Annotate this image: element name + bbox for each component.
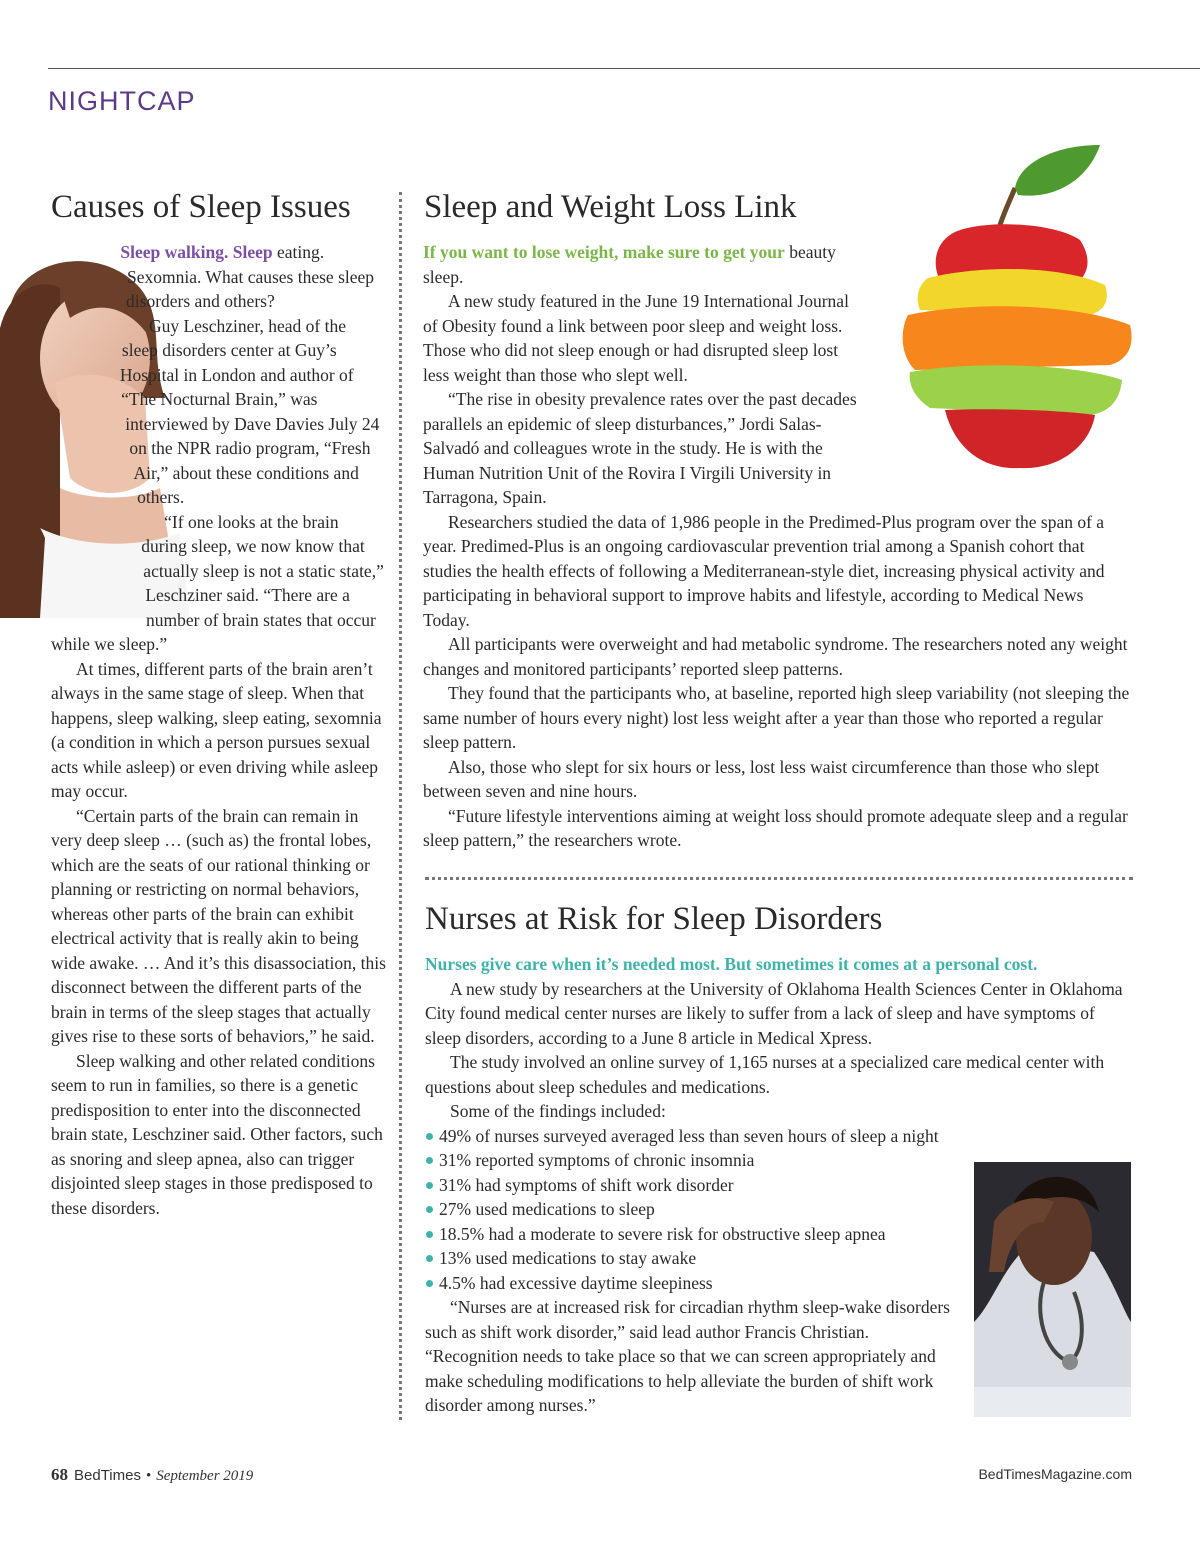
bullet-icon bbox=[426, 1280, 433, 1287]
finding-text: 18.5% had a moderate to severe risk for obstructive sleep apnea bbox=[439, 1223, 886, 1244]
bullet-icon bbox=[426, 1182, 433, 1189]
bullet-icon bbox=[426, 1157, 433, 1164]
bullet-icon bbox=[426, 1231, 433, 1238]
footer-separator: • bbox=[145, 1468, 152, 1484]
nurse-article-body bbox=[425, 952, 1133, 1418]
finding-text: 27% used medications to sleep bbox=[439, 1199, 655, 1219]
right-article-body bbox=[423, 240, 1133, 853]
findings-list bbox=[425, 1124, 1133, 1296]
left-article-deck: Sleep walking. Sleep bbox=[120, 242, 273, 262]
bullet-icon bbox=[426, 1206, 433, 1213]
right-paragraph: “The rise in obesity prevalence rates over the past decades parallels an epidemic of sleep disturbances,” Jordi Salas-Salvadó and colleagues wrote in the study. He is with the Human Nutrition Unit of the Rovira I Virgili University in Tarragona, Spain. bbox=[423, 389, 857, 507]
left-paragraph: “If one looks at the brain during sleep, we now know that actually sleep is not a static state,” Leschziner said. “There are a number of brain states that occur while we sleep.” bbox=[51, 511, 384, 654]
nurse-paragraph: A new study by researchers at the University of Oklahoma Health Sciences Center in Oklahoma City found medical center nurses are likely to suffer from a lack of sleep and have symptoms of sleep disorders, according to a June 8 article in Medical Xpress. bbox=[425, 978, 1123, 1048]
list-item bbox=[425, 1124, 1133, 1149]
finding-text: 31% had symptoms of shift work disorder bbox=[439, 1174, 734, 1195]
left-paragraph: “Certain parts of the brain can remain in very deep sleep … (such as) the frontal lobes, which are the seats of our rational thinking or planning or restricting on normal behaviors, whereas other parts of the brain can exhibit electrical activity that is really akin to being wide awake. … And it’s this disassociation, this disconnect between the different parts of the brain in terms of the sleep stages that actually gives rise to these sorts of behaviors,” he said. bbox=[51, 805, 386, 1046]
list-item bbox=[425, 1246, 1133, 1271]
list-item bbox=[425, 1148, 1133, 1173]
website-link[interactable]: BedTimesMagazine.com bbox=[978, 1466, 1132, 1482]
right-paragraph: Also, those who slept for six hours or less, lost less waist circumference than those who slept between seven and nine hours. bbox=[423, 756, 1100, 801]
left-paragraph: Sleep walking and other related conditions seem to run in families, so there is a genetic predisposition to enter into the disconnected brain state, Leschziner said. Other factors, such as snoring and sleep apnea, also can trigger disjointed sleep stages in those predisposed to these disorders. bbox=[51, 1050, 383, 1218]
right-article-deck: If you want to lose weight, make sure to get your bbox=[423, 242, 785, 262]
left-paragraph: At times, different parts of the brain aren’t always in the same stage of sleep. When that happens, sleep walking, sleep eating, sexomnia (a condition in which a person pursues sexual acts while asleep) or even driving while asleep may occur. bbox=[51, 658, 382, 801]
bullet-icon bbox=[426, 1255, 433, 1262]
left-article-body bbox=[51, 240, 386, 1220]
left-article-lead: eating. Sexomnia. What causes these sleep disorders and others? bbox=[126, 242, 375, 311]
right-paragraph: A new study featured in the June 19 International Journal of Obesity found a link between poor sleep and weight loss. Those who did not sleep enough or had disrupted sleep lost less weight than those who slept well. bbox=[423, 291, 849, 385]
left-article-title: Causes of Sleep Issues bbox=[51, 189, 351, 225]
list-item bbox=[425, 1197, 1133, 1222]
nurse-paragraph: Some of the findings included: bbox=[450, 1101, 666, 1121]
right-paragraph: Researchers studied the data of 1,986 people in the Predimed-Plus program over the span of a year. Predimed-Plus is an ongoing cardiovascular prevention trial among a Spanish cohort that studies the health effects of following a Mediterranean-style diet, increasing physical activity and participating in behavioral support to improve habits and lifestyle, according to Medical News Today. bbox=[423, 511, 1105, 630]
bullet-icon bbox=[426, 1133, 433, 1140]
section-label: NIGHTCAP bbox=[48, 86, 196, 116]
right-article-lead: beauty sleep. bbox=[423, 242, 836, 287]
right-paragraph: They found that the participants who, at baseline, reported high sleep variability (not sleeping the same number of hours every night) lost less weight after a year than those who reported a regular sleep pattern. bbox=[423, 683, 1130, 752]
nurse-paragraph: The study involved an online survey of 1,165 nurses at a specialized care medical center with questions about sleep schedules and medications. bbox=[425, 1052, 1105, 1097]
top-rule bbox=[48, 68, 1200, 69]
finding-text: 31% reported symptoms of chronic insomnia bbox=[439, 1150, 755, 1170]
column-divider bbox=[399, 192, 402, 1420]
issue-date: September 2019 bbox=[156, 1468, 254, 1484]
list-item bbox=[425, 1173, 1133, 1198]
right-paragraph: All participants were overweight and had metabolic syndrome. The researchers noted any weight changes and monitored participants’ reported sleep patterns. bbox=[423, 634, 1128, 679]
nurse-article-deck: Nurses give care when it’s needed most. But sometimes it comes at a personal cost. bbox=[425, 954, 1038, 974]
nurse-article-title: Nurses at Risk for Sleep Disorders bbox=[425, 901, 883, 937]
finding-text: 49% of nurses surveyed averaged less than seven hours of sleep a night bbox=[439, 1125, 939, 1146]
right-article-title: Sleep and Weight Loss Link bbox=[424, 189, 797, 225]
list-item bbox=[425, 1271, 1133, 1296]
section-divider bbox=[425, 877, 1133, 880]
list-item bbox=[425, 1222, 1133, 1247]
nurse-closing-paragraph: “Nurses are at increased risk for circadian rhythm sleep-wake disorders such as shift work disorder,” said lead author Francis Christian. “Recognition needs to take place so that we can screen appropriately and make scheduling modifications to help alleviate the burden of shift work disorder among nurses.” bbox=[425, 1297, 950, 1415]
magazine-name: BedTimes bbox=[74, 1467, 141, 1484]
finding-text: 4.5% had excessive daytime sleepiness bbox=[439, 1272, 713, 1293]
footer-left bbox=[51, 1465, 253, 1485]
finding-text: 13% used medications to stay awake bbox=[439, 1248, 697, 1268]
right-paragraph: “Future lifestyle interventions aiming at weight loss should promote adequate sleep and a regular sleep pattern,” the researchers wrote. bbox=[423, 805, 1128, 850]
left-paragraph: Guy Leschziner, head of the sleep disorders center at Guy’s Hospital in London and author of “The Nocturnal Brain,” was interviewed by Dave Davies July 24 on the NPR radio program, “Fresh Air,” about these conditions and others. bbox=[119, 315, 380, 507]
page-number: 68 bbox=[51, 1465, 68, 1484]
